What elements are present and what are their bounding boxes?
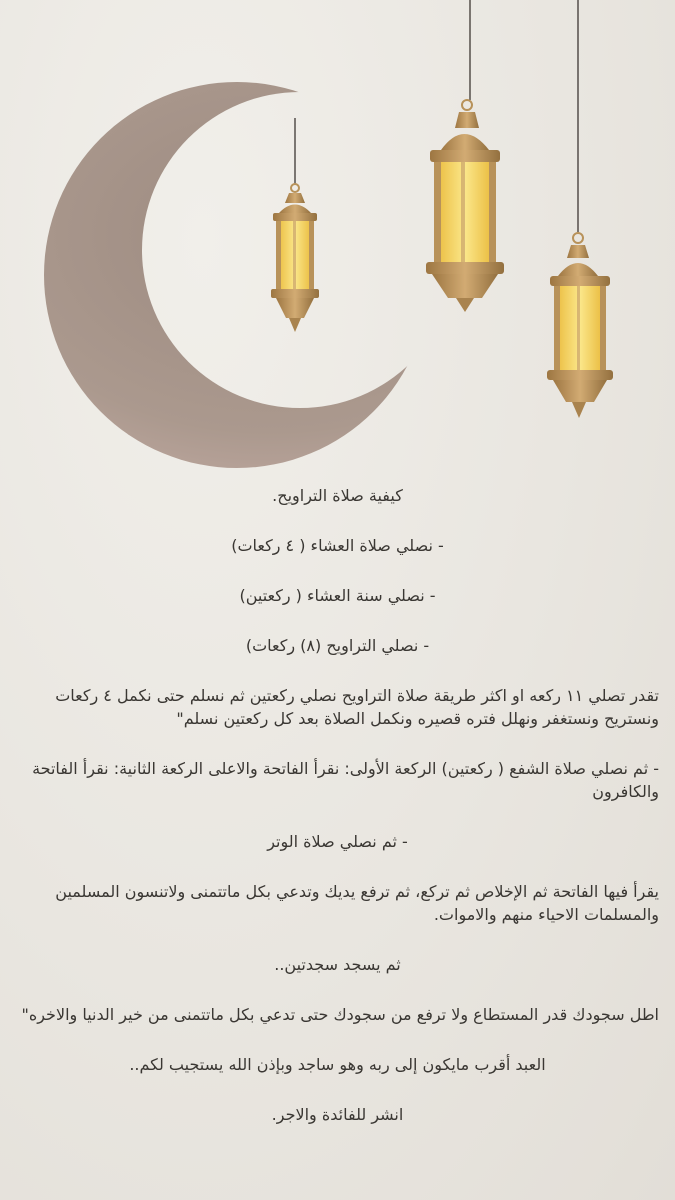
ramadan-decoration xyxy=(0,0,675,470)
step-taraweeh: - نصلي التراويح (٨) ركعات) xyxy=(245,636,430,655)
step-isha: - نصلي صلاة العشاء ( ٤ ركعات) xyxy=(231,536,444,555)
closing-line: انشر للفائدة والاجر. xyxy=(271,1105,404,1124)
shafa-paragraph: - ثم نصلي صلاة الشفع ( ركعتين) الركعة الأولى: نقرأ الفاتحة والاعلى الركعة الثانية: نقرأ الفاتحة والكافرون xyxy=(32,759,659,801)
post-text xyxy=(16,484,659,1153)
sujood-paragraph: اطل سجودك قدر المستطاع ولا ترفع من سجودك حتى تدعي بكل ماتتمنى من خير الدنيا والاخره" xyxy=(21,1005,659,1024)
post-title: كيفية صلاة التراويح. xyxy=(272,486,403,505)
sujood-heading: ثم يسجد سجدتين.. xyxy=(274,955,401,974)
witr-heading: - ثم نصلي صلاة الوتر xyxy=(267,832,408,851)
method-paragraph: تقدر تصلي ١١ ركعه او اكثر طريقة صلاة التراويح نصلي ركعتين ثم نسلم حتى نكمل ٤ ركعات ونستريح ونستغفر ونهلل فتره قصيره ونكمل الصلاة بعد كل ركعتين نسلم" xyxy=(55,686,659,728)
witr-paragraph: يقرأ فيها الفاتحة ثم الإخلاص ثم تركع، ثم ترفع يديك وتدعي بكل ماتتمنى ولاتنسون المسلمين والمسلمات الاحياء منهم والاموات. xyxy=(55,882,659,924)
hadith-line: العبد أقرب مايكون إلى ربه وهو ساجد وبإذن الله يستجيب لكم.. xyxy=(129,1055,546,1074)
step-sunnah: - نصلي سنة العشاء ( ركعتين) xyxy=(239,586,436,605)
